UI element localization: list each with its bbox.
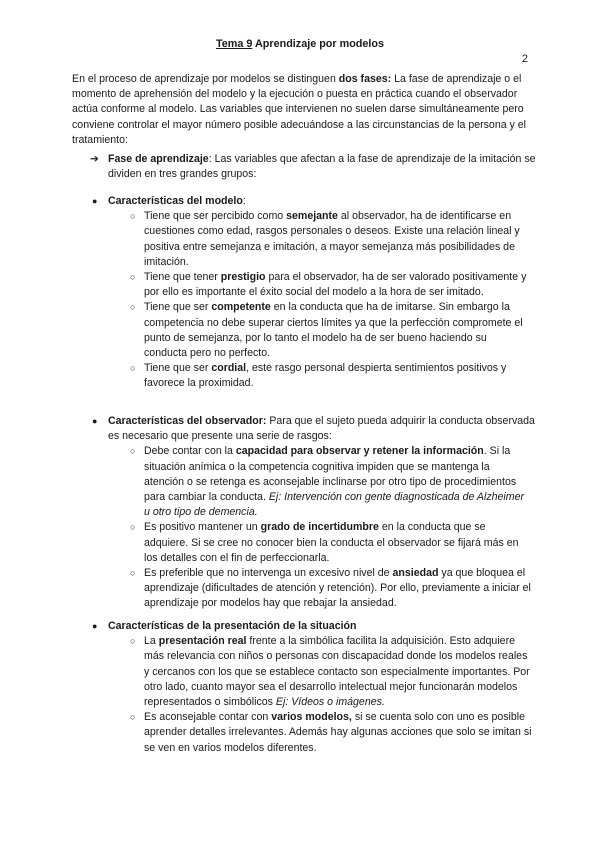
item-bold: capacidad para observar y retener la información [235,445,484,458]
list-item [130,520,532,566]
item-text: Debe contar con la [144,445,236,458]
section-text: Para que el sujeto pueda adquirir la conducta observada es necesario que presente una serie de rasgos: [108,415,535,443]
section-model [90,194,548,392]
item-text: para el observador, ha de ser valorado positivamente y por ello es importante el éxito social del modelo a la hora de ser imitado. [144,271,527,299]
item-text: . Si la situación anímica o la competencia cognitiva impiden que se mantenga la atención o se retenga es aconsejable inclinarse por otro tipo de procedimientos para cambiar la conducta. [144,445,517,504]
bullet-icon: ● [92,621,98,631]
item-text: Tiene que ser percibido como [144,210,287,223]
circle-bullet-icon: ○ [130,522,136,533]
list-item [130,566,532,612]
item-text: Es preferible que no intervenga un excesivo nivel de [144,567,393,580]
list-item [130,270,532,300]
title-topic: Tema 9 [215,38,253,50]
bullet-icon: ● [92,196,98,206]
list-item [130,209,532,270]
item-bold: semejante [286,210,338,223]
item-bold: prestigio [220,271,266,284]
circle-bullet-icon: ○ [130,712,136,723]
item-text: Tiene que ser [144,301,212,314]
intro-text-2: La fase de aprendizaje o el momento de aprehensión del modelo y la ejecución o puesta en práctica cuando el observador actúa conforme al modelo. Las variables que intervienen no suelen darse simultáneamente pero conviene controlar el mayor número posible adecuándose a las circunstancias de la persona y el tratamiento: [72,73,527,146]
title-text: Aprendizaje por modelos [252,38,384,50]
phase-label: Fase de aprendizaje [108,153,209,165]
item-text: Tiene que ser [144,362,212,375]
arrow-icon: ➔ [90,153,99,165]
item-text: La [144,635,159,648]
phase-item [90,152,548,182]
intro-text-1: En el proceso de aprendizaje por modelos se distinguen [72,73,339,85]
page-number: 2 [521,53,528,65]
item-text: en la conducta que se adquiere. Si se cree no conocer bien la conducta el observador se fijará más en los detalles con el fin de perfeccionarla. [144,521,519,564]
section-situation [90,619,548,756]
item-text: frente a la simbólica facilita la adquisición. Esto adquiere más relevancia con niños o personas con discapacidad donde los modelos reales y cercanos con los que se establece contacto son especialmente importantes. Por otro lado, cuanto mayor sea el desarrollo intelectual mejor funcionarán modelos representados o simbólicos [144,635,530,709]
item-text: , este rasgo personal despierta sentimientos positivos y favorece la proximidad. [144,362,507,390]
item-bold: presentación real [158,635,247,648]
item-example: Ej: Vídeos o imágenes. [275,696,385,709]
section-heading: Características de la presentación de la situación [108,620,357,632]
item-text: en la conducta que ha de imitarse. Sin embargo la competencia no debe superar ciertos límites ya que la perfección compromete el punto de semejanza, por lo tanto el modelo ha de ser bueno haciendo su conducta pero no perfecto. [144,301,523,360]
circle-bullet-icon: ○ [130,446,136,457]
section-heading: Características del modelo [108,195,243,207]
list-item [130,444,532,520]
circle-bullet-icon: ○ [130,568,136,579]
circle-bullet-icon: ○ [130,272,136,283]
item-text: si se cuenta solo con uno es posible aprender detalles irrelevantes. Además hay algunas acciones que solo se imitan si se ven en varios modelos diferentes. [144,711,532,754]
section-heading: Características del observador: [108,415,267,427]
item-text: ya que bloquea el aprendizaje (dificultades de atención y retención). Por ello, previamente a iniciar el aprendizaje por modelos hay que rebajar la ansiedad. [144,567,531,610]
intro-bold: dos fases: [338,73,392,85]
item-text: Es aconsejable contar con [144,711,272,724]
item-bold: ansiedad [392,567,439,580]
intro-paragraph [72,72,532,148]
item-bold: grado de incertidumbre [260,521,379,534]
item-text: Es positivo mantener un [144,521,261,534]
list-item [130,634,532,710]
item-bold: varios modelos, [271,711,352,724]
item-text: al observador, ha de identificarse en cuestiones como edad, rasgos personales o deseos. Existe una relación lineal y positiva entre semejanza e imitación, a mayor semejanza más posibilidades de imitación. [144,210,520,268]
bullet-icon: ● [92,416,98,426]
phase-text: : Las variables que afectan a la fase de aprendizaje de la imitación se dividen en tres grandes grupos: [108,153,536,181]
item-text: Tiene que tener [144,271,221,284]
circle-bullet-icon: ○ [130,363,136,374]
list-item [130,710,532,756]
circle-bullet-icon: ○ [130,302,136,313]
item-bold: competente [211,301,271,314]
section-observer [90,414,548,612]
page-title [0,37,600,52]
circle-bullet-icon: ○ [130,636,136,647]
list-item [130,361,532,391]
list-item [130,300,532,361]
circle-bullet-icon: ○ [130,211,136,222]
item-example: Ej: Intervención con gente diagnosticada de Alzheimer u otro tipo de demencia. [144,491,525,519]
heading-suffix: : [242,195,246,207]
item-bold: cordial [211,362,247,375]
